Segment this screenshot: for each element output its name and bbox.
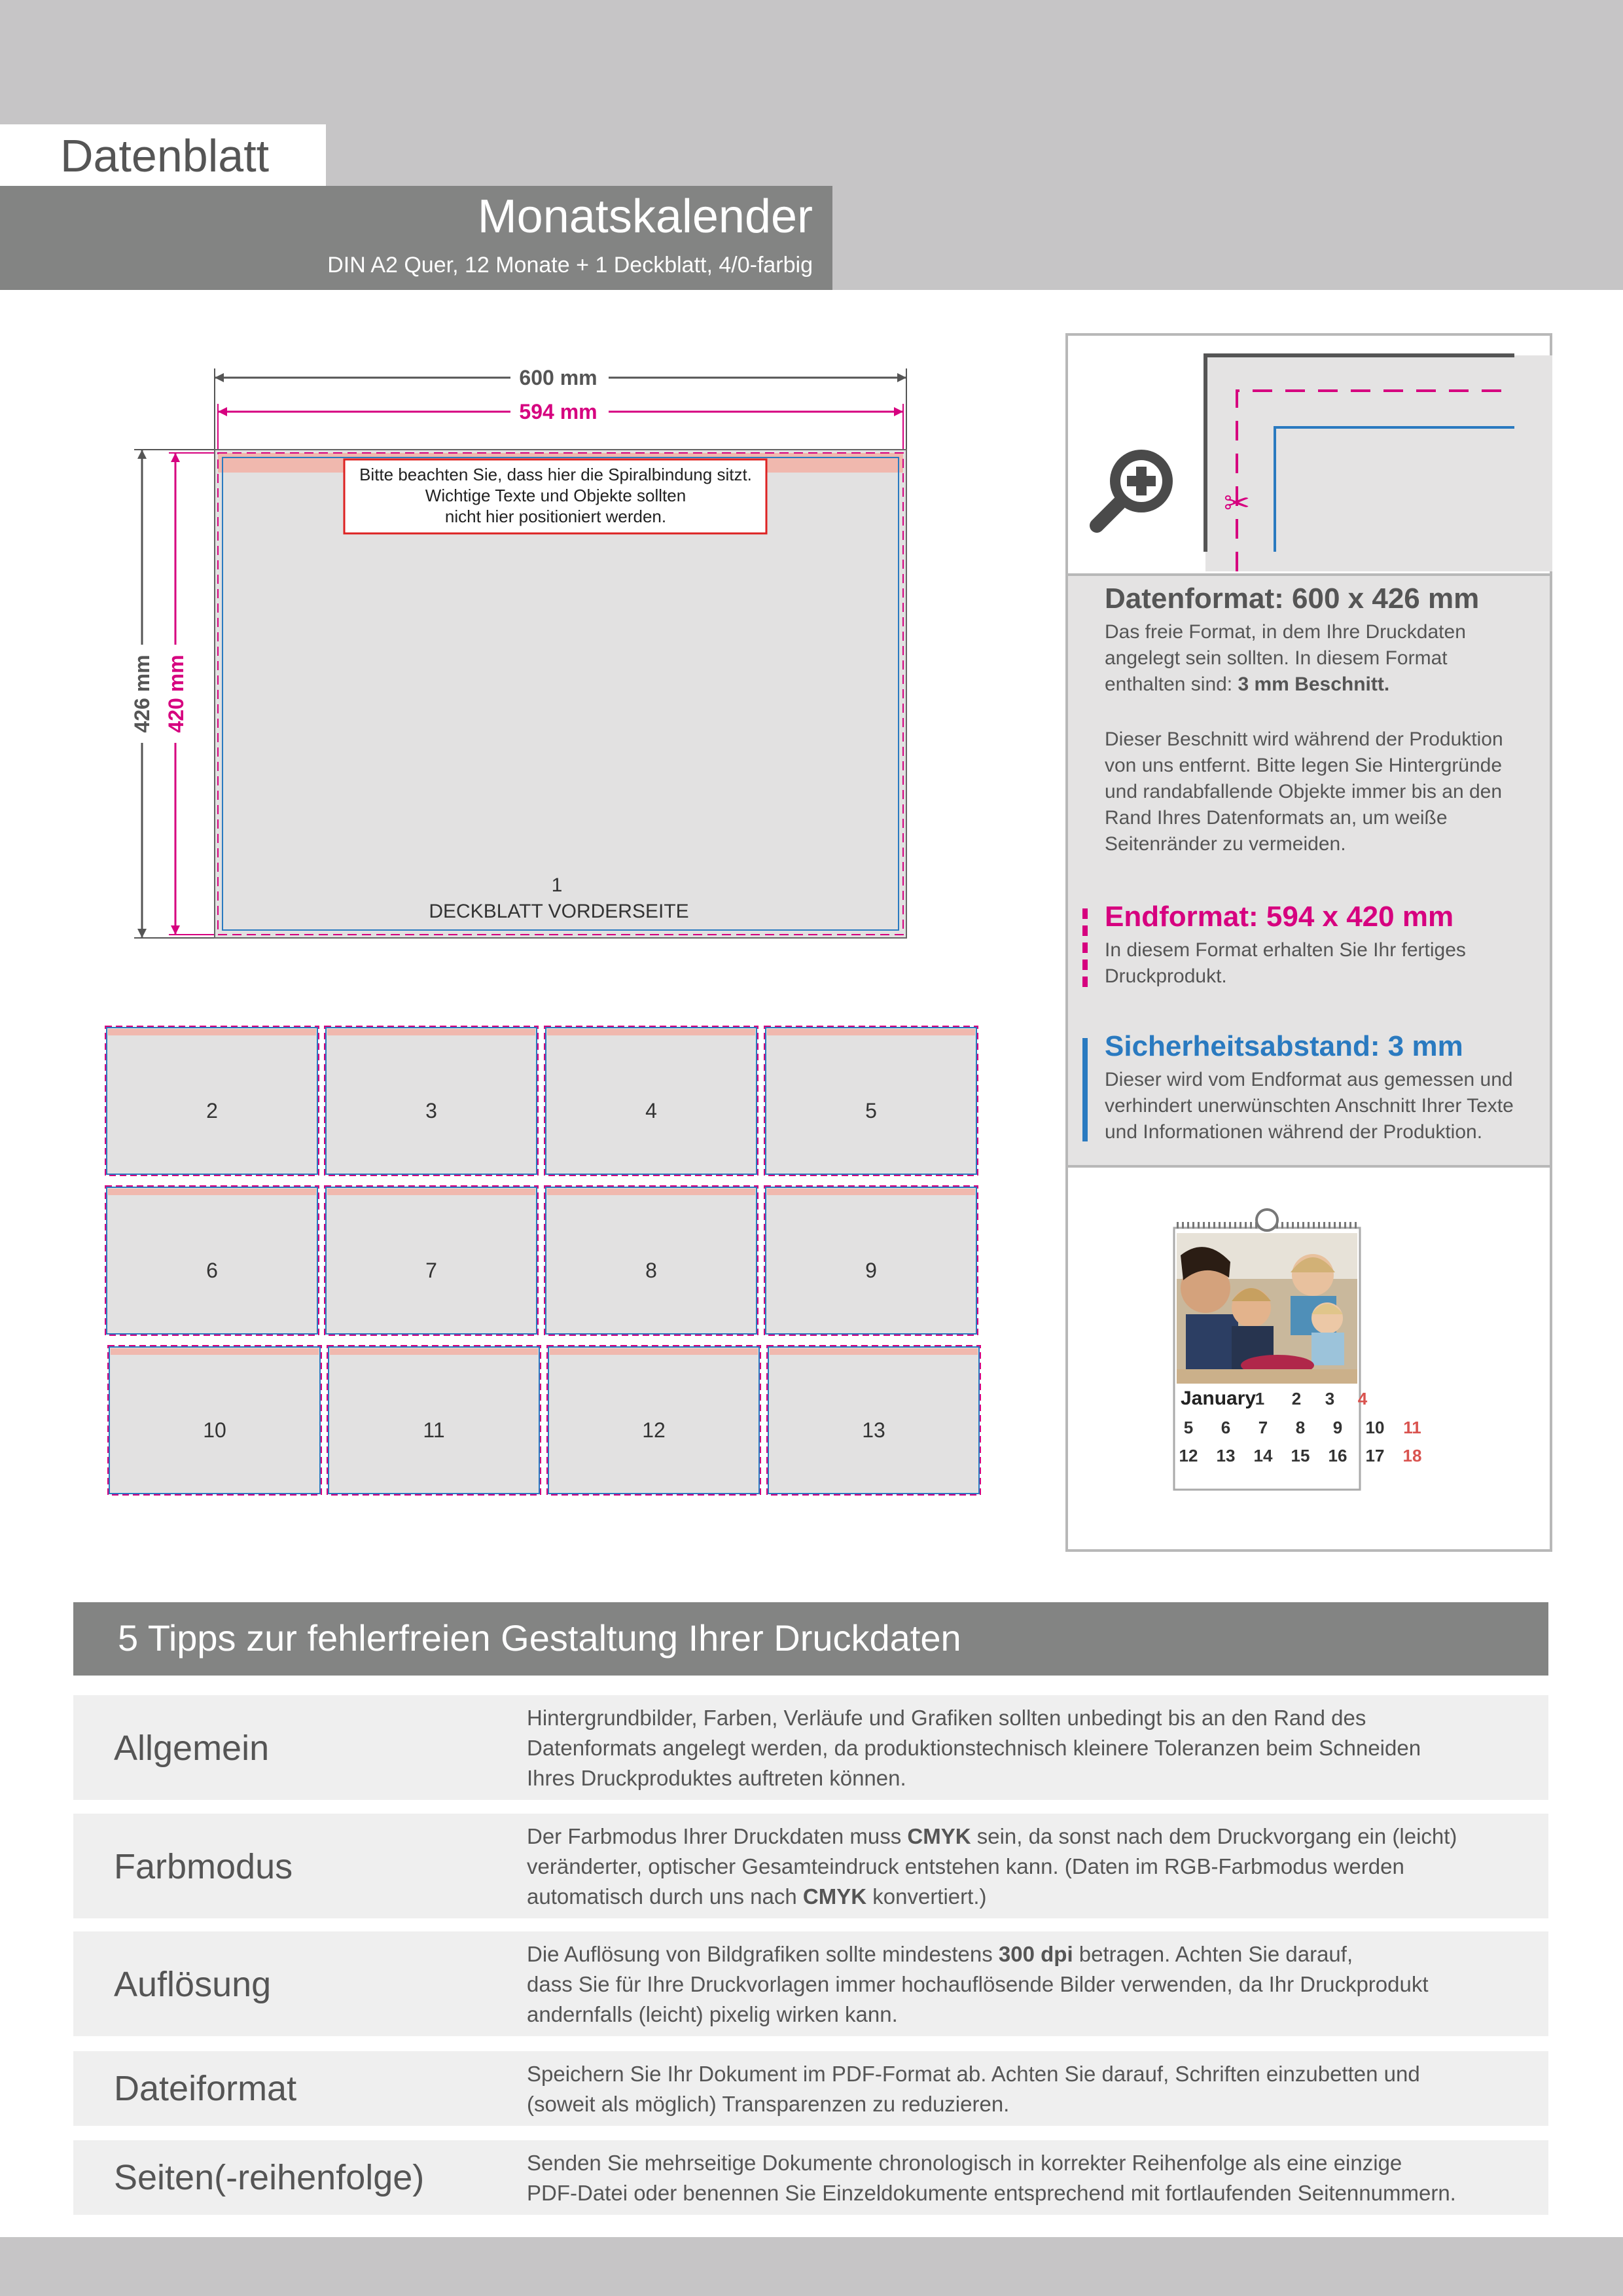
height-final-label: 420 mm [164, 655, 188, 733]
binding-note-1: Bitte beachten Sie, dass hier die Spiralbindung sitzt. [359, 465, 752, 484]
page-number: 2 [206, 1099, 218, 1122]
sicherheit-title: Sicherheitsabstand: 3 mm [1105, 1030, 1463, 1062]
month-page-thumbnail [764, 1186, 978, 1335]
tips-heading-bar [73, 1602, 1548, 1676]
binding-note-2: Wichtige Texte und Objekte sollten [425, 486, 687, 505]
tip-label: Allgemein [114, 1729, 270, 1768]
month-page-thumbnail [325, 1026, 538, 1175]
tip-farbmodus [73, 1814, 1548, 1918]
month-page-thumbnail [547, 1346, 760, 1495]
spiral-binding [1177, 1210, 1357, 1230]
calendar-day: 15 [1291, 1446, 1310, 1465]
tip-label: Auflösung [114, 1965, 272, 2004]
tip-dateiformat [73, 2051, 1548, 2126]
tip-text: Der Farbmodus Ihrer Druckdaten muss CMYK sein, da sonst nach dem Druckvorgang ein (leicht) veränderter, optischer Gesamteindruck entstehen kann. (Daten im RGB-Farbmodus werden automatisch durch uns nach CMYK konvertiert.) [527, 1824, 1457, 1909]
info-panel [1065, 333, 1552, 1552]
datenblatt-label: Datenblatt [60, 130, 270, 181]
height-total-label: 426 mm [130, 655, 154, 733]
tip-aufloesung [73, 1931, 1548, 2036]
format-diagram [0, 290, 1047, 1566]
tips-heading: 5 Tipps zur fehlerfreien Gestaltung Ihrer Druckdaten [118, 1617, 961, 1659]
calendar-day: 17 [1365, 1446, 1385, 1465]
sicherheit-text: Dieser wird vom Endformat aus gemessen und verhindert unerwünschten Anschnitt Ihrer Texte und Informationen während der Produktion. [1105, 1069, 1514, 1143]
page-number: 13 [862, 1418, 885, 1442]
calendar-day: 9 [1332, 1418, 1343, 1437]
tip-text: Hintergrundbilder, Farben, Verläufe und Grafiken sollten unbedingt bis an den Rand des Datenformats angelegt werden, da produktionstechnisch kleinere Toleranzen beim Schneiden Ihres Druckproduktes auftreten können. [527, 1706, 1421, 1790]
calendar-day: 5 [1183, 1418, 1194, 1437]
family-photo [1177, 1233, 1357, 1384]
endformat-title: Endformat: 594 x 420 mm [1105, 901, 1454, 933]
tip-seitenreihenfolge [73, 2140, 1548, 2215]
endformat-text: In diesem Format erhalten Sie Ihr fertiges Druckprodukt. [1105, 939, 1466, 987]
binding-note-3: nicht hier positioniert werden. [444, 507, 667, 526]
sicherheit-marker [1082, 1038, 1088, 1141]
tip-text: Senden Sie mehrseitige Dokumente chronologisch in korrekter Reihenfolge als eine einzige PDF-Datei oder benennen Sie Einzeldokumente entsprechend mit fortlaufenden Seitennummern. [527, 2151, 1456, 2205]
calendar-day: 2 [1291, 1389, 1302, 1408]
format-explanations [1068, 573, 1550, 1168]
calendar-preview [1166, 1210, 1422, 1498]
month-page-thumbnail [544, 1186, 758, 1335]
width-final-label: 594 mm [519, 400, 597, 423]
page-number: 8 [645, 1259, 657, 1282]
width-total-label: 600 mm [519, 366, 597, 389]
month-page-thumbnail [764, 1026, 978, 1175]
month-page-thumbnail [105, 1186, 319, 1335]
page-number: 12 [642, 1418, 666, 1442]
tip-label: Seiten(-reihenfolge) [114, 2158, 425, 2197]
cover-label: DECKBLATT VORDERSEITE [429, 901, 689, 922]
calendar-day: 6 [1221, 1418, 1231, 1437]
page-number: 3 [425, 1099, 437, 1122]
calendar-day: 13 [1216, 1446, 1236, 1465]
page-number: 11 [423, 1418, 445, 1442]
calendar-day: 16 [1328, 1446, 1347, 1465]
tip-label: Farbmodus [114, 1847, 293, 1886]
month-page-thumbnail [544, 1026, 758, 1175]
beschnitt-text: Dieser Beschnitt wird während der Produktion von uns entfernt. Bitte legen Sie Hintergründe und randabfallende Objekte immer bis an den Rand Ihres Datenformats an, um weiße Seitenränder zu vermeiden. [1105, 728, 1503, 855]
endformat-marker [1082, 908, 1093, 987]
month-page-thumbnail [767, 1346, 980, 1495]
footer-band [0, 2237, 1623, 2296]
calendar-day: 7 [1258, 1418, 1268, 1437]
product-spec: DIN A2 Quer, 12 Monate + 1 Deckblatt, 4/0-farbig [327, 253, 813, 278]
month-page-thumbnail [108, 1346, 321, 1495]
scissors-icon: ✂ [1223, 486, 1251, 521]
zoom-icon [1097, 450, 1173, 526]
page-number: 6 [206, 1259, 218, 1282]
calendar-month: January [1181, 1388, 1257, 1409]
tip-text: Speichern Sie Ihr Dokument im PDF-Format ab. Achten Sie darauf, Schriften einzubetten und (soweit als möglich) Transparenzen zu reduzieren. [527, 2062, 1420, 2116]
detail-zoom-illustration [1068, 336, 1550, 571]
datenformat-title: Datenformat: 600 x 426 mm [1105, 583, 1480, 615]
product-bar [0, 186, 832, 290]
month-page-thumbnail [325, 1186, 538, 1335]
month-pages-grid [105, 1026, 980, 1495]
calendar-day: 1 [1255, 1389, 1265, 1408]
calendar-day: 8 [1295, 1418, 1306, 1437]
cover-number: 1 [551, 874, 563, 896]
tip-text: Die Auflösung von Bildgrafiken sollte mindestens 300 dpi betragen. Achten Sie darauf, dass Sie für Ihre Druckvorlagen immer hochauflösende Bilder verwenden, da Ihr Druckprodukt andernfalls (leicht) pixelig wirken kann. [527, 1942, 1429, 2026]
page-number: 5 [865, 1099, 877, 1122]
calendar-day: 12 [1179, 1446, 1198, 1465]
page-number: 7 [425, 1259, 437, 1282]
calendar-day: 14 [1253, 1446, 1273, 1465]
calendar-day: 18 [1402, 1446, 1422, 1465]
month-page-thumbnail [327, 1346, 541, 1495]
datenformat-text: Das freie Format, in dem Ihre Druckdaten angelegt sein sollten. In diesem Format enthalten sind: 3 mm Beschnitt. [1105, 621, 1466, 695]
tip-allgemein [73, 1695, 1548, 1800]
month-page-thumbnail [105, 1026, 319, 1175]
page-number: 9 [865, 1259, 877, 1282]
page-number: 10 [203, 1418, 226, 1442]
calendar-day: 11 [1403, 1418, 1421, 1437]
calendar-day: 10 [1365, 1418, 1385, 1437]
datenblatt-tab [0, 124, 326, 186]
product-title: Monatskalender [477, 190, 813, 243]
calendar-day: 3 [1325, 1389, 1335, 1408]
page-number: 4 [645, 1099, 657, 1122]
tip-label: Dateiformat [114, 2069, 297, 2108]
calendar-day: 4 [1357, 1389, 1368, 1408]
